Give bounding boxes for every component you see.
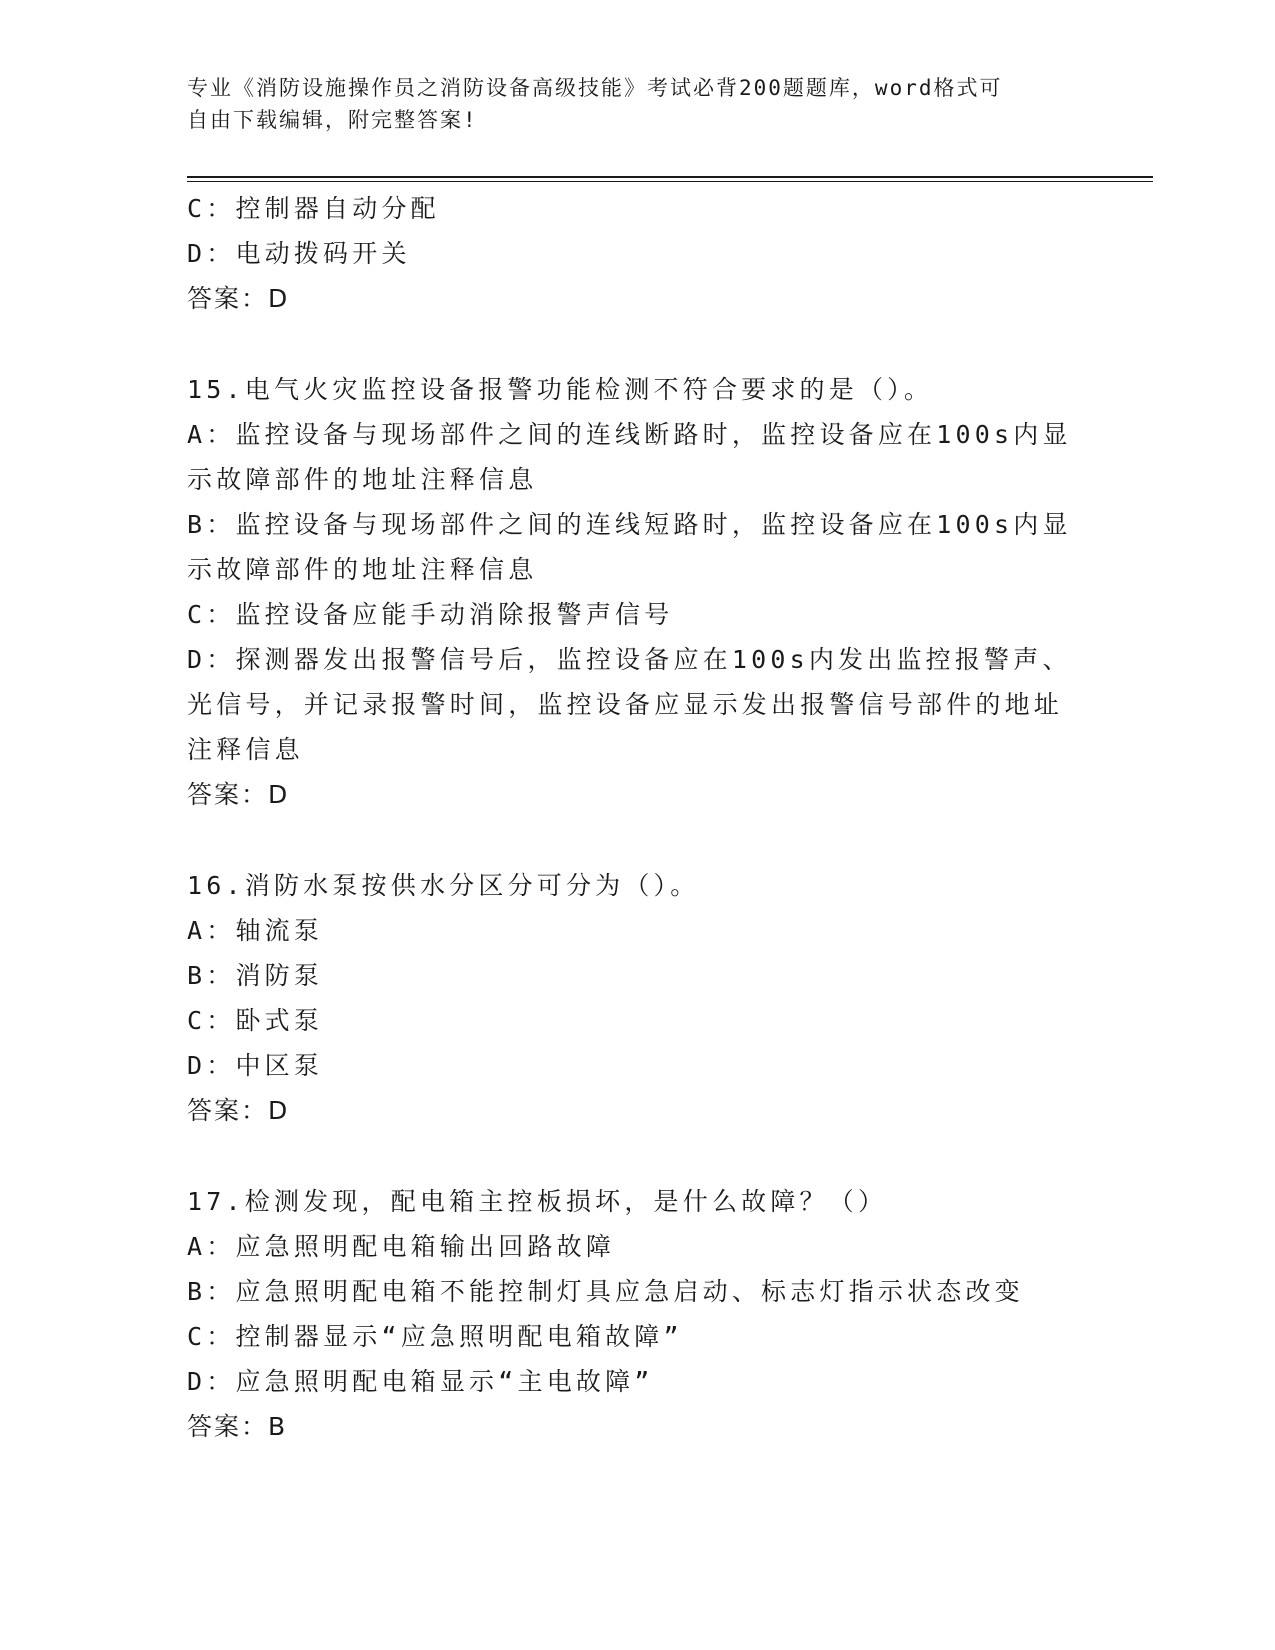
option-c-line-1: C：监控设备应能手动消除报警声信号 bbox=[187, 600, 674, 629]
question-17 bbox=[187, 1179, 1067, 1449]
document-header bbox=[187, 72, 1067, 136]
answer-line: 答案：D bbox=[187, 1096, 290, 1125]
option-a-line-2: 示故障部件的地址注释信息 bbox=[187, 465, 538, 494]
answer-line: 答案：B bbox=[187, 1412, 288, 1441]
header-divider-thick bbox=[187, 176, 1153, 178]
option-a: A：轴流泵 bbox=[187, 916, 324, 945]
option-a-line-1: A：监控设备与现场部件之间的连线断路时，监控设备应在100s内显 bbox=[187, 420, 1072, 449]
question-spacer bbox=[187, 321, 1067, 367]
answer-line: 答案：D bbox=[187, 780, 290, 809]
option-d: D：中区泵 bbox=[187, 1051, 324, 1080]
option-c bbox=[187, 592, 1067, 637]
option-d-line-2: 光信号，并记录报警时间，监控设备应显示发出报警信号部件的地址 bbox=[187, 690, 1064, 719]
header-title-line-2: 自由下载编辑，附完整答案! bbox=[187, 108, 478, 132]
option-d: D：应急照明配电箱显示“主电故障” bbox=[187, 1367, 654, 1396]
option-a: A：应急照明配电箱输出回路故障 bbox=[187, 1232, 616, 1261]
option-b: B：消防泵 bbox=[187, 961, 324, 990]
option-b: B：应急照明配电箱不能控制灯具应急启动、标志灯指示状态改变 bbox=[187, 1277, 1024, 1306]
option-b-line-1: B：监控设备与现场部件之间的连线短路时，监控设备应在100s内显 bbox=[187, 510, 1072, 539]
option-d-line-1: D：探测器发出报警信号后，监控设备应在100s内发出监控报警声、 bbox=[187, 645, 1072, 674]
header-divider-thin bbox=[187, 181, 1153, 182]
header-title-line-1: 专业《消防设施操作员之消防设备高级技能》考试必背200题题库，word格式可 bbox=[187, 76, 1003, 100]
option-c: C：卧式泵 bbox=[187, 1006, 324, 1035]
option-d bbox=[187, 637, 1072, 772]
answer-line: 答案：D bbox=[187, 284, 290, 313]
option-c: C：控制器自动分配 bbox=[187, 194, 440, 223]
question-text: 17.检测发现，配电箱主控板损坏，是什么故障？（） bbox=[187, 1187, 888, 1216]
option-d: D：电动拨码开关 bbox=[187, 239, 411, 268]
question-15 bbox=[187, 367, 1072, 817]
option-c: C：控制器显示“应急照明配电箱故障” bbox=[187, 1322, 683, 1351]
question-text: 15.电气火灾监控设备报警功能检测不符合要求的是（）。 bbox=[187, 375, 934, 404]
question-spacer bbox=[187, 1133, 1067, 1179]
question-16 bbox=[187, 863, 1067, 1133]
question-text: 16.消防水泵按供水分区分可分为（）。 bbox=[187, 871, 700, 900]
option-a bbox=[187, 412, 1072, 502]
question-list bbox=[187, 186, 1072, 1449]
option-d-line-3: 注释信息 bbox=[187, 735, 304, 764]
question-14-tail bbox=[187, 186, 1067, 321]
question-spacer bbox=[187, 817, 1067, 863]
option-b bbox=[187, 502, 1072, 592]
option-b-line-2: 示故障部件的地址注释信息 bbox=[187, 555, 538, 584]
